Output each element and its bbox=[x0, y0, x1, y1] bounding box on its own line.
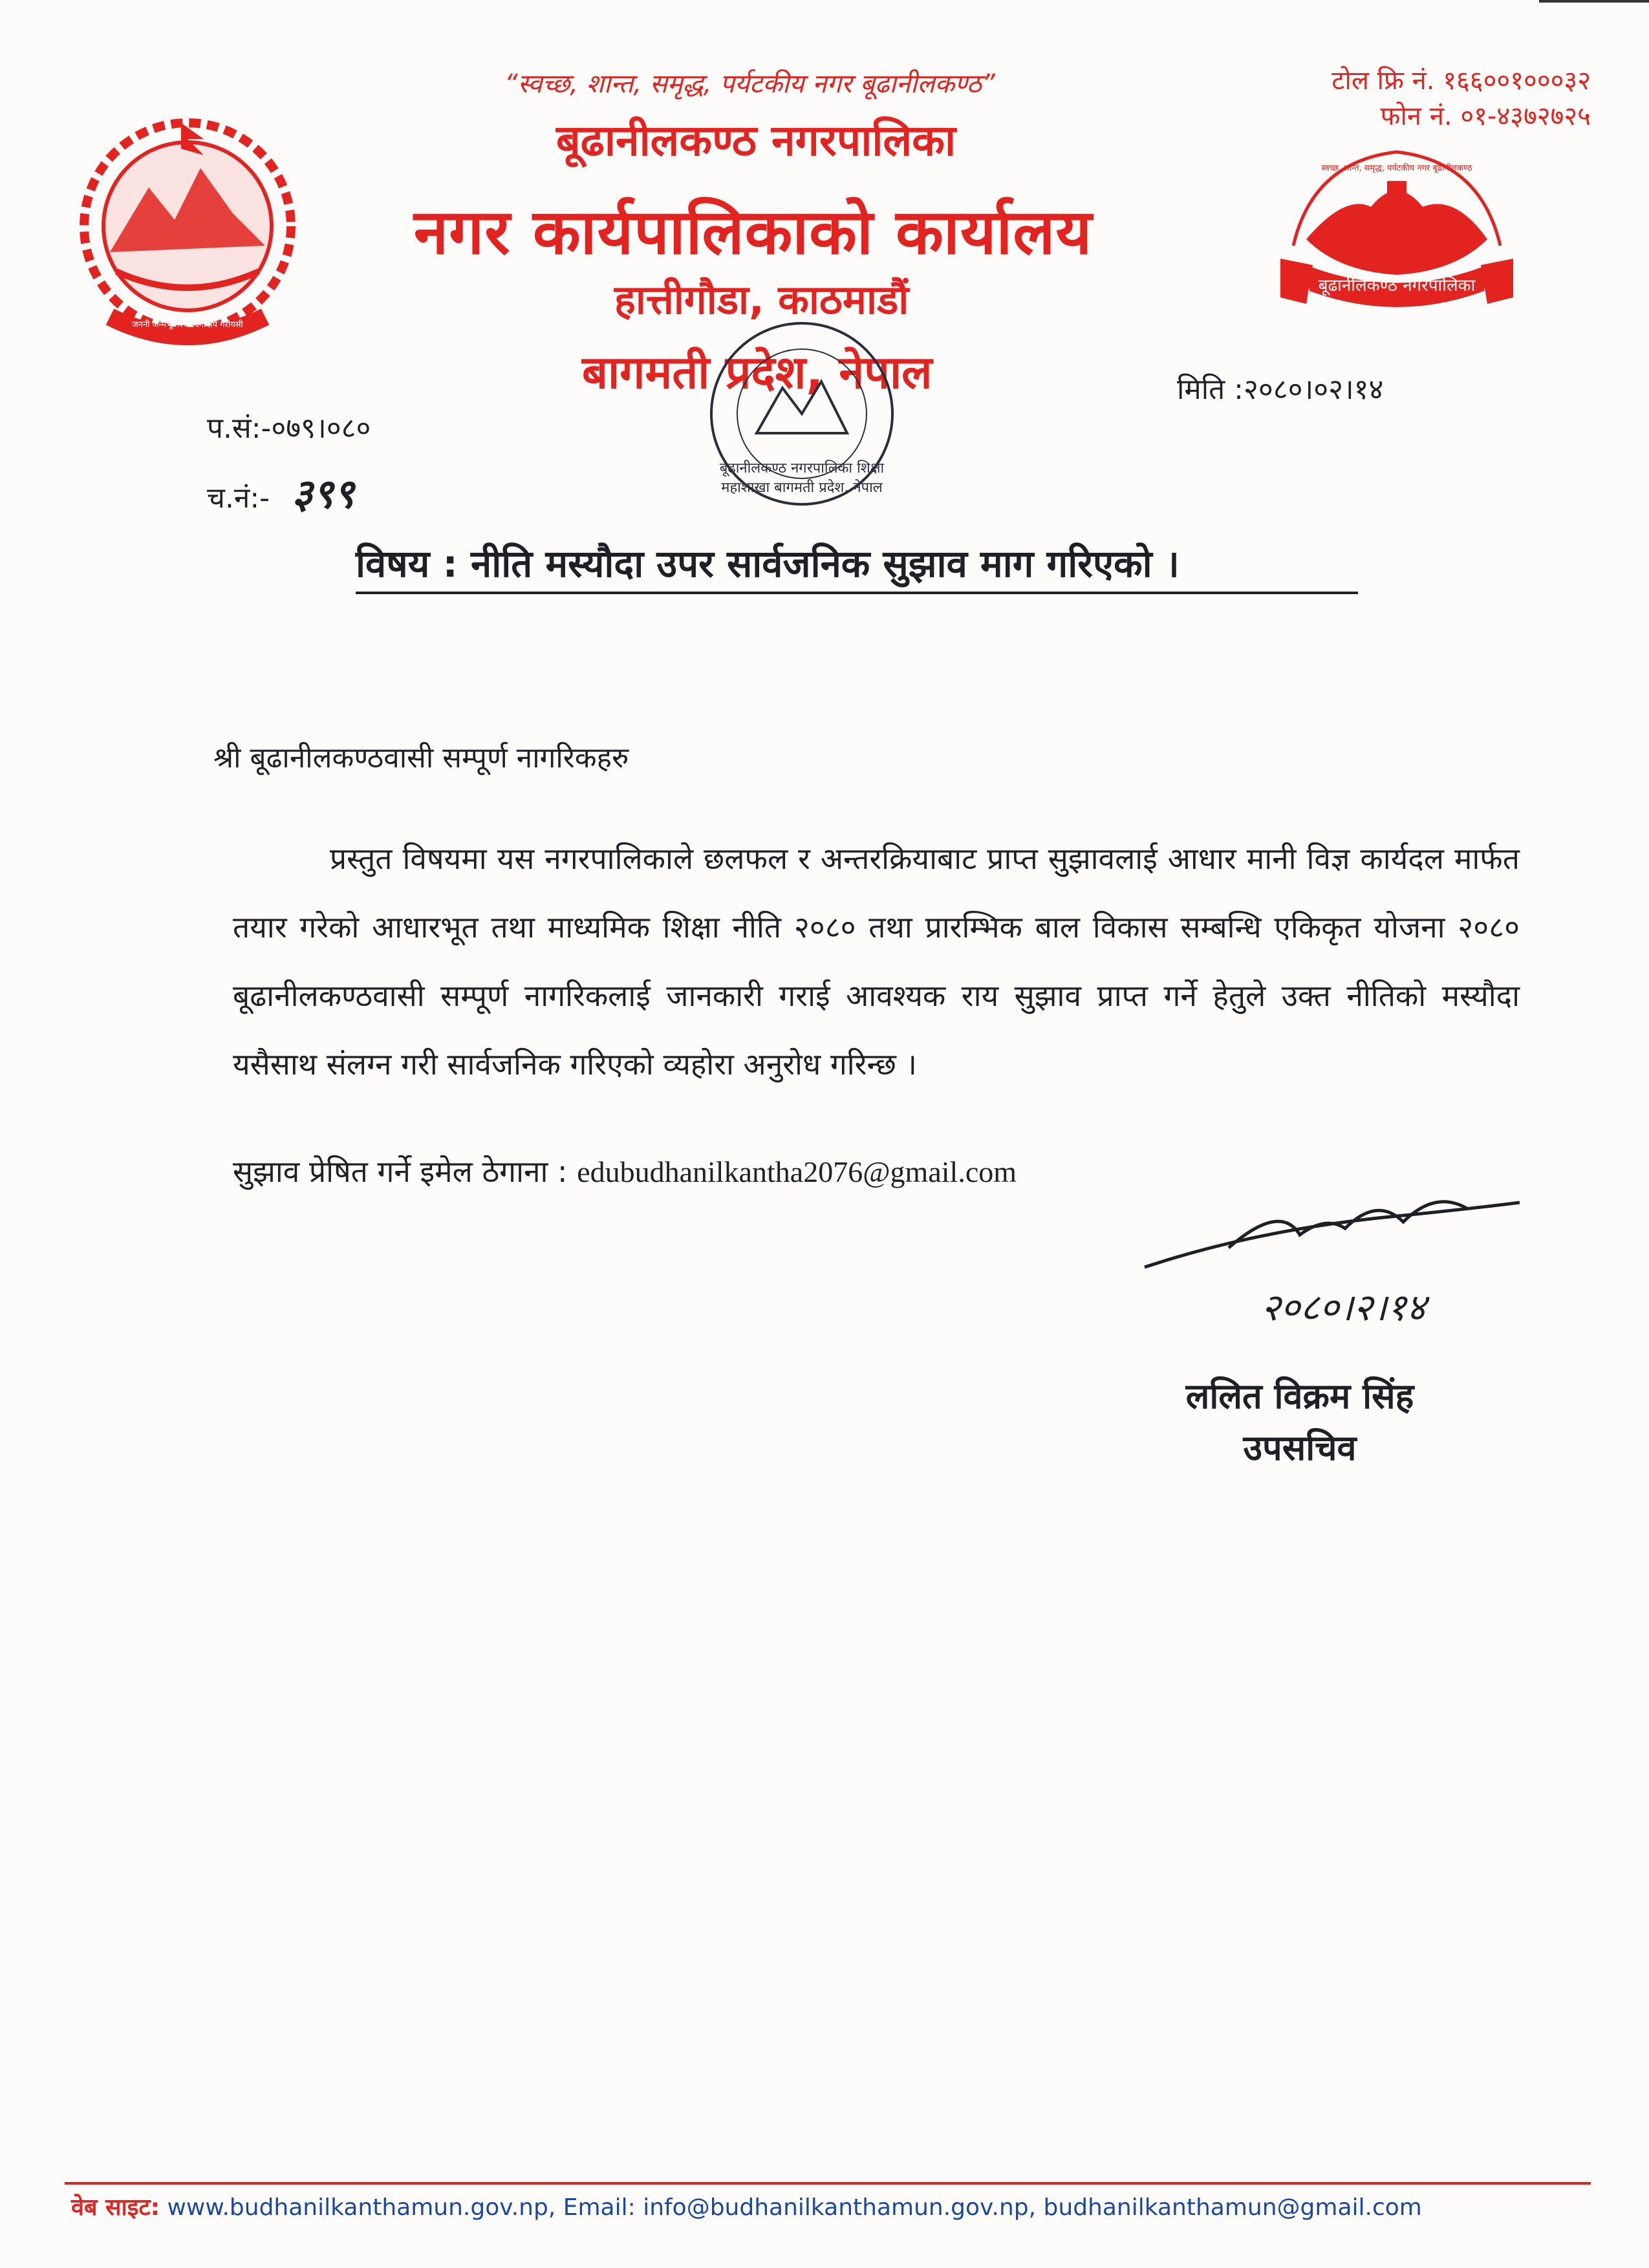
dispatch-number-row bbox=[207, 465, 354, 520]
signatory-block bbox=[1073, 1371, 1526, 1474]
subject-line: विषय : नीति मस्यौदा उपर सार्वजनिक सुझाव माग गरिएको । bbox=[356, 537, 1358, 594]
body-paragraph: प्रस्तुत विषयमा यस नगरपालिकाले छलफल र अन्तरक्रियाबाट प्राप्त सुझावलाई आधार मानी विज्ञ कार्यदल मार्फत तयार गरेको आधारभूत तथा माध्यमिक शिक्षा नीति २०८० तथा प्रारम्भिक बाल विकास सम्बन्धि एकिकृत योजना २०८० बूढानीलकण्ठवासी सम्पूर्ण नागरिकलाई जानकारी गराई आवश्यक राय सुझाव प्राप्त गर्ने हेतुले उक्त नीतिको मस्यौदा यसैसाथ संलग्न गरी सार्वजनिक गरिएको व्यहोरा अनुरोध गरिन्छ । bbox=[233, 841, 1520, 1082]
office-location: हात्तीगौडा, काठमाडौं bbox=[614, 276, 909, 323]
office-stamp-text: बूढानीलकण्ठ नगरपालिका शिक्षा महाशाखा बागमती प्रदेश, नेपाल bbox=[719, 460, 885, 496]
office-name: नगर कार्यपालिकाको कार्यालय bbox=[414, 196, 1093, 268]
email-label: सुझाव प्रेषित गर्ने इमेल ठेगाना : bbox=[233, 1154, 568, 1189]
phone-number: फोन नं. ०१-४३७२७२५ bbox=[1380, 102, 1591, 131]
letter-body bbox=[233, 824, 1520, 1098]
footer-website-label: वेब साइट: bbox=[71, 2194, 160, 2221]
signatory-title: उपसचिव bbox=[1243, 1428, 1357, 1468]
suggestion-email-row bbox=[233, 1151, 1017, 1191]
signature-date: २०८०।२।१४ bbox=[1261, 1285, 1427, 1329]
addressee: श्री बूढानीलकण्ठवासी सम्पूर्ण नागरिकहरु bbox=[213, 742, 629, 775]
office-province: बागमती प्रदेश, नेपाल bbox=[582, 346, 932, 399]
municipality-motto: “स्वच्छ, शान्त, समृद्ध, पर्यटकीय नगर बूढानीलकण्ठ” bbox=[504, 69, 995, 99]
scan-edge-mark bbox=[1539, 0, 1649, 3]
dispatch-label: च.नं:- bbox=[207, 482, 270, 515]
municipality-logo-top-text: स्वच्छ, शान्त, समृद्ध, पर्यटकीय नगर बूढानीलकण्ठ bbox=[1321, 164, 1472, 173]
letter-date: मिति :२०८०।०२।१४ bbox=[1177, 373, 1384, 406]
signature bbox=[1132, 1177, 1533, 1345]
municipality-logo bbox=[1267, 136, 1526, 317]
office-stamp bbox=[698, 310, 905, 543]
footer bbox=[71, 2190, 1597, 2222]
footer-divider bbox=[65, 2182, 1591, 2185]
footer-contact-text: www.budhanilkanthamun.gov.np, Email: info@budhanilkanthamun.gov.np, budhanilkanthamun@gmail.com bbox=[167, 2194, 1422, 2221]
reference-number: प.सं:-०७९।०८० bbox=[207, 412, 371, 445]
dispatch-number: ३९९ bbox=[292, 470, 354, 517]
signatory-name: ललित विक्रम सिंह bbox=[1185, 1376, 1414, 1417]
signature-scribble bbox=[1132, 1177, 1533, 1293]
national-emblem-motto: जननी जन्मभूमिश्च स्वर्गादपि गरीयसी bbox=[132, 320, 243, 330]
email-address: edubudhanilkantha2076@gmail.com bbox=[577, 1155, 1017, 1188]
national-emblem bbox=[65, 110, 310, 356]
toll-free-number: टोल फ्रि नं. १६६००१०००३२ bbox=[1331, 66, 1591, 96]
municipality-logo-ribbon-text: बूढानीलकण्ठ नगरपालिका bbox=[1318, 276, 1476, 295]
municipality-name: बूढानीलकण्ठ नगरपालिका bbox=[556, 116, 956, 166]
